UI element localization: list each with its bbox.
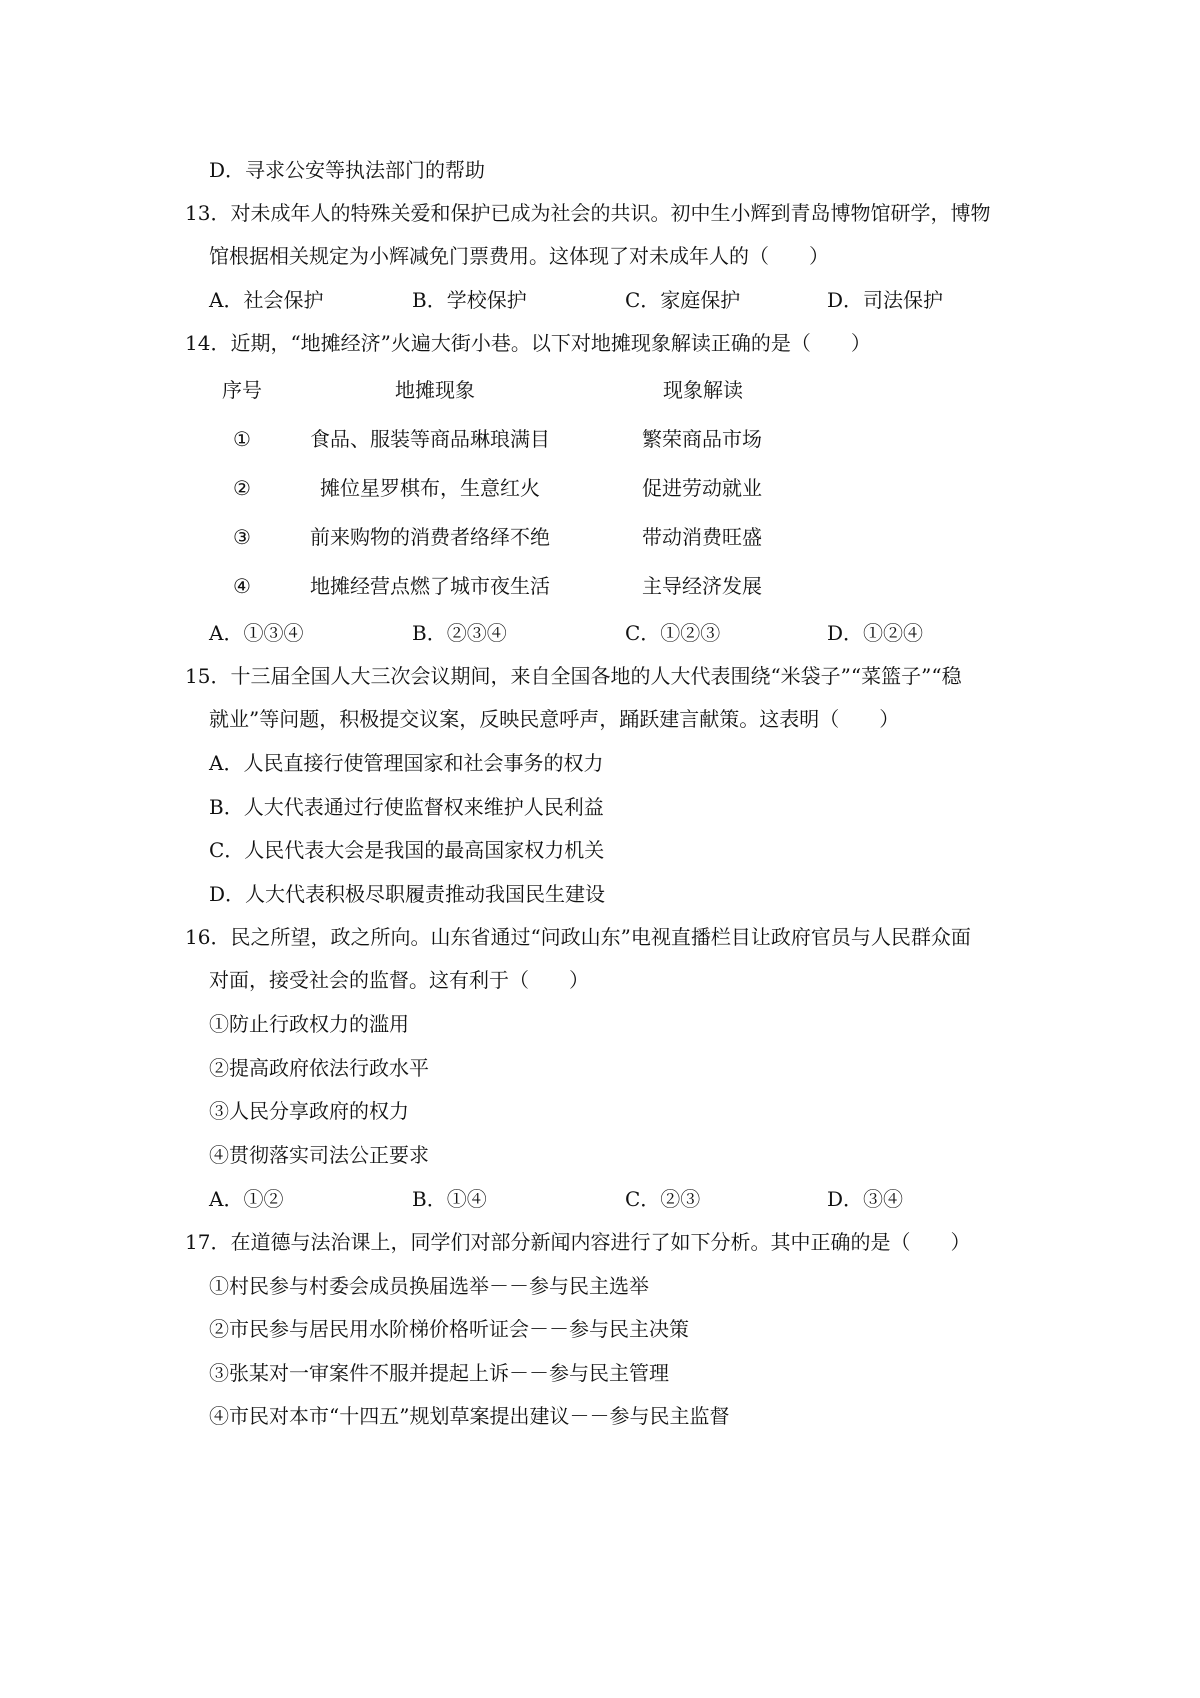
q15-option-c: C．人民代表大会是我国的最高国家权力机关 xyxy=(209,838,605,862)
q16-statement-2: ②提高政府依法行政水平 xyxy=(209,1056,429,1080)
q13-option-d: D．司法保护 xyxy=(827,288,944,312)
q14-row-phenomenon: 前来购物的消费者络绎不绝 xyxy=(310,525,550,549)
q14-row-phenomenon: 摊位星罗棋布，生意红火 xyxy=(320,476,540,500)
q17-statement-3: ③张某对一审案件不服并提起上诉－－参与民主管理 xyxy=(209,1361,669,1385)
q14-row-phenomenon: 地摊经营点燃了城市夜生活 xyxy=(310,574,550,598)
q13-option-a: A．社会保护 xyxy=(209,288,324,312)
q14-row-number: ④ xyxy=(233,574,251,598)
q16-statement-4: ④贯彻落实司法公正要求 xyxy=(209,1143,429,1167)
q16-statement-1: ①防止行政权力的滥用 xyxy=(209,1012,409,1036)
q13-stem-line1: 13．对未成年人的特殊关爱和保护已成为社会的共识。初中生小辉到青岛博物馆研学，博物 xyxy=(185,201,991,225)
q17-statement-4: ④市民对本市“十四五”规划草案提出建议－－参与民主监督 xyxy=(209,1404,730,1428)
q13-stem-line2: 馆根据相关规定为小辉减免门票费用。这体现了对未成年人的（ ） xyxy=(209,244,829,268)
q15-option-d: D．人大代表积极尽职履责推动我国民生建设 xyxy=(209,882,606,906)
q13-option-c: C．家庭保护 xyxy=(625,288,741,312)
q14-header-reading: 现象解读 xyxy=(663,378,743,402)
q14-option-d: D．①②④ xyxy=(827,621,924,645)
q12-option-d: D．寻求公安等执法部门的帮助 xyxy=(209,158,486,182)
q16-option-d: D．③④ xyxy=(827,1187,904,1211)
q14-option-b: B．②③④ xyxy=(412,621,507,645)
q14-stem-line1: 14．近期，“地摊经济”火遍大街小巷。以下对地摊现象解读正确的是（ ） xyxy=(185,331,871,355)
q16-stem-line1: 16．民之所望，政之所向。山东省通过“问政山东”电视直播栏目让政府官员与人民群众面 xyxy=(185,925,971,949)
q14-row-reading: 繁荣商品市场 xyxy=(642,427,762,451)
q14-row-reading: 主导经济发展 xyxy=(642,574,762,598)
q15-option-a: A．人民直接行使管理国家和社会事务的权力 xyxy=(209,751,604,775)
q14-row-reading: 带动消费旺盛 xyxy=(642,525,762,549)
q13-option-b: B．学校保护 xyxy=(412,288,527,312)
q16-option-b: B．①④ xyxy=(412,1187,487,1211)
q15-stem-line2: 就业”等问题，积极提交议案，反映民意呼声，踊跃建言献策。这表明（ ） xyxy=(209,707,900,731)
q14-header-number: 序号 xyxy=(222,378,262,402)
q14-option-a: A．①③④ xyxy=(209,621,304,645)
q16-option-c: C．②③ xyxy=(625,1187,701,1211)
q14-row-reading: 促进劳动就业 xyxy=(642,476,762,500)
q14-row-phenomenon: 食品、服装等商品琳琅满目 xyxy=(310,427,550,451)
q14-row-number: ③ xyxy=(233,525,251,549)
q16-statement-3: ③人民分享政府的权力 xyxy=(209,1099,409,1123)
q15-option-b: B．人大代表通过行使监督权来维护人民利益 xyxy=(209,795,604,819)
q15-stem-line1: 15．十三届全国人大三次会议期间，来自全国各地的人大代表围绕“米袋子”“菜篮子”“稳 xyxy=(185,664,962,688)
q16-option-a: A．①② xyxy=(209,1187,284,1211)
q16-stem-line2: 对面，接受社会的监督。这有利于（ ） xyxy=(209,968,589,992)
q14-option-c: C．①②③ xyxy=(625,621,721,645)
q17-stem-line1: 17．在道德与法治课上，同学们对部分新闻内容进行了如下分析。其中正确的是（ ） xyxy=(185,1230,971,1254)
q14-row-number: ② xyxy=(233,476,251,500)
q17-statement-1: ①村民参与村委会成员换届选举－－参与民主选举 xyxy=(209,1274,649,1298)
q14-row-number: ① xyxy=(233,427,251,451)
q17-statement-2: ②市民参与居民用水阶梯价格听证会－－参与民主决策 xyxy=(209,1317,689,1341)
q14-header-phenomenon: 地摊现象 xyxy=(395,378,475,402)
